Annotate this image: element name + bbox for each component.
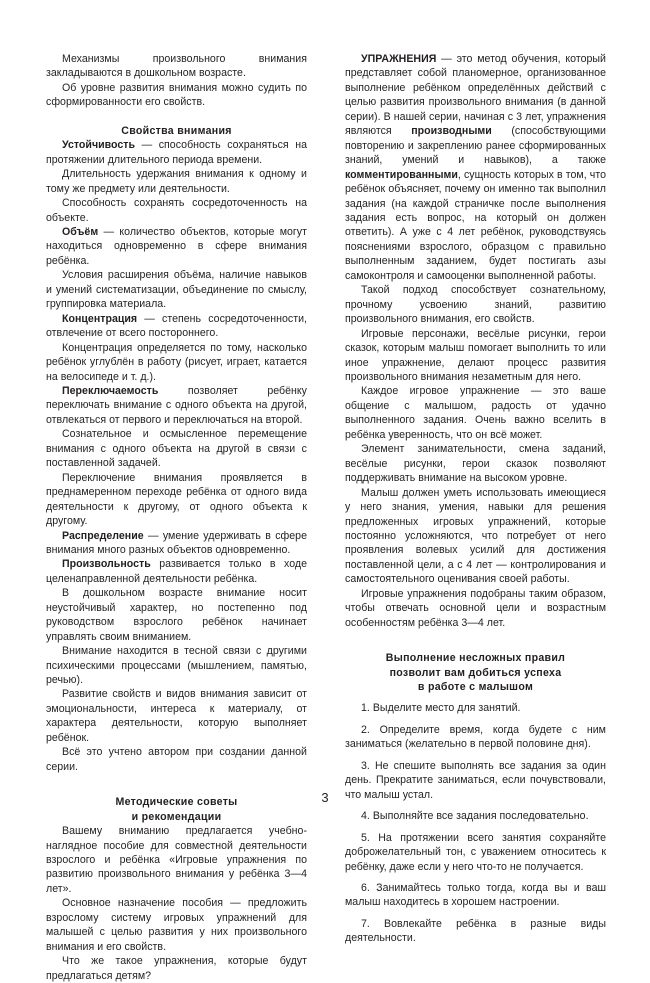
property-text: Внимание находится в тесной связи с другими психическими процессами (мышлением, памятью, речью). bbox=[46, 645, 307, 687]
paragraph: Каждое игровое упражнение — это ваше общение с малышом, радость от удачно выполненного задания. Очень важно вселить в ребёнка уверенность, что он всё может. bbox=[345, 385, 606, 441]
property-paragraph bbox=[46, 557, 307, 586]
property-text: В дошкольном возрасте внимание носит неустойчивый характер, но постепенно под руководством взрослого ребёнок начинает управлять своим вниманием. bbox=[46, 587, 307, 643]
rule-number: 1. bbox=[361, 702, 370, 715]
property-text: позволяет ребёнку переключать внимание с одного объекта на другой, отвлекаться от первого и переключаться на второй. bbox=[46, 384, 308, 426]
property-text: Условия расширения объёма, наличие навыков и умений систематизации, объединение по смыслу, группировка материала. bbox=[46, 269, 307, 311]
rule-text: Занимайтесь только тогда, когда вы и ваш малыш находитесь в хорошем настроении. bbox=[345, 882, 607, 909]
paragraph: Малыш должен уметь использовать имеющиеся у него знания, умения, навыки для решения предложенных игровых упражнений, которые постоянно усложняются, что потребует от него проявления волевых усилий для достижения поставленной цели, а с 4 лет — контролирования и самостоятельного оценивания своей работы. bbox=[345, 486, 606, 586]
property-text: Развитие свойств и видов внимания зависит от эмоциональности, интереса к материалу, от характера деятельности, которую выполняет ребёнок. bbox=[46, 688, 307, 744]
rule-number: 6. bbox=[361, 882, 370, 895]
rule-text: Определите время, когда будете с ним заниматься (желательно в первой половине дня). bbox=[345, 723, 606, 751]
paragraph: Игровые персонажи, весёлые рисунки, герои сказок, которым малыш помогает выполнить то или иное упражнение, делают процесс развития произвольного внимания незаметным для него. bbox=[345, 327, 606, 383]
rule-number: 2. bbox=[361, 723, 370, 736]
exercises-intro-paragraph bbox=[345, 52, 606, 283]
property-text: Сознательное и осмысленное перемещение внимания с одного объекта на другой в связи с поставленной задачей. bbox=[46, 428, 307, 470]
term-dash: — bbox=[143, 529, 163, 542]
page-number: 3 bbox=[321, 790, 329, 805]
property-text: способность сохраняться на протяжении длительного периода времени. bbox=[46, 139, 307, 166]
rule-number: 7. bbox=[361, 917, 370, 930]
paragraph: Вашему вниманию предлагается учебно-наглядное пособие для совместной деятельности взрослого и ребёнка «Игровые упражнения по развитию произвольного внимания у ребёнка 3—4 лет». bbox=[46, 825, 307, 895]
spacer bbox=[46, 110, 307, 124]
property-paragraph bbox=[46, 196, 307, 225]
rules-heading-line1: Выполнение несложных правил bbox=[385, 652, 566, 665]
property-text: развивается только в ходе целенаправленной деятельности ребёнка. bbox=[46, 558, 307, 585]
section-heading-advice-line2: и рекомендации bbox=[131, 810, 222, 823]
property-paragraph bbox=[46, 586, 307, 644]
property-text: Переключение внимания проявляется в преднамеренном переходе ребёнка от одного вида деятельности к другому, от одного объекта к другому. bbox=[46, 471, 307, 528]
property-paragraph bbox=[46, 427, 307, 470]
property-paragraph bbox=[46, 225, 307, 268]
paragraph: Элемент занимательности, смена заданий, весёлые рисунки, герои сказок позволяют поддерживать внимание на высоком уровне. bbox=[345, 443, 606, 485]
spacer bbox=[345, 824, 606, 831]
property-paragraph bbox=[46, 384, 307, 427]
spacer bbox=[345, 716, 606, 723]
term-label: Произвольность bbox=[62, 558, 151, 571]
term-label: Объём bbox=[62, 225, 99, 238]
rule-number: 5. bbox=[361, 831, 370, 844]
property-text: Всё это учтено автором при создании данной серии. bbox=[46, 746, 307, 773]
spacer bbox=[345, 752, 606, 759]
paragraph: Игровые упражнения подобраны таким образом, чтобы отвечать основной цели и возрастным особенностям ребёнка 3—4 лет. bbox=[345, 587, 606, 629]
term-dash: — bbox=[135, 139, 159, 152]
emphasis-proizvodnymi: производными bbox=[411, 125, 492, 138]
rule-text: Не спешите выполнять все задания за один день. Прекратите заниматься, если почувствовали, что малыш устал. bbox=[345, 759, 606, 801]
property-paragraph bbox=[46, 341, 307, 384]
emphasis-kommentirovannymi: комментированными bbox=[345, 168, 458, 181]
spacer bbox=[345, 910, 606, 917]
term-dash bbox=[151, 558, 159, 570]
property-paragraph bbox=[46, 268, 307, 311]
left-column bbox=[46, 52, 307, 983]
paragraph: Что же такое упражнения, которые будут предлагаться детям? bbox=[46, 955, 307, 982]
property-text: количество объектов, которые могут находиться одновременно в сфере внимания ребёнка. bbox=[46, 225, 307, 267]
right-column bbox=[345, 52, 606, 983]
term-dash: — bbox=[137, 312, 163, 325]
rules-heading-line3: в работе с малышом bbox=[417, 681, 534, 694]
intro-text-part3: , сущность которых в том, что ребёнок объясняет, почему он именно так выполнил задания (на каждой страничке после выполнения задания есть вопрос, на который он должен ответить). А уже с 4 лет ребёнок, руководствуясь пояснениями взрослого, образцом с правильно выполненным заданием, будет постигать азы самоконтроля и самооценки выполненной работы. bbox=[345, 168, 606, 282]
paragraph: Такой подход способствует сознательному, прочному усвоению знаний, развитию произвольного внимания, его свойств. bbox=[345, 284, 606, 326]
paragraph: Об уровне развития внимания можно судить по сформированности его свойств. bbox=[46, 81, 307, 109]
property-paragraph bbox=[46, 745, 307, 774]
property-text: Способность сохранять сосредоточенность на объекте. bbox=[46, 197, 307, 224]
exercises-lead-label: УПРАЖНЕНИЯ bbox=[361, 53, 437, 65]
section-heading-properties: Свойства внимания bbox=[121, 124, 232, 137]
property-text: Концентрация определяется по тому, насколько ребёнок углублён в работу (рисует, играет, катается на велосипеде и т. д.). bbox=[46, 341, 307, 383]
paragraph: Основное назначение пособия — предложить взрослому систему игровых упражнений для малышей с целью развития у них произвольного внимания и его свойств. bbox=[46, 897, 307, 953]
rule-item bbox=[345, 881, 606, 910]
property-text: Длительность удержания внимания к одному и тому же предмету или деятельности. bbox=[46, 168, 307, 195]
rules-heading-line2: позволит вам добиться успеха bbox=[389, 666, 562, 679]
term-label: Устойчивость bbox=[62, 139, 136, 152]
rule-text: Выполняйте все задания последовательно. bbox=[372, 810, 589, 823]
rule-item bbox=[345, 917, 606, 946]
intro-text-part2: (способствующими повторению и закреплению ранее сформированных знаний, умений и навыков), а также bbox=[345, 125, 606, 167]
two-column-body bbox=[46, 52, 606, 983]
rule-item bbox=[345, 701, 606, 715]
paragraph: Механизмы произвольного внимания закладываются в дошкольном возрасте. bbox=[46, 53, 307, 80]
rule-item bbox=[345, 723, 606, 752]
term-label: Концентрация bbox=[62, 312, 138, 325]
spacer bbox=[345, 694, 606, 701]
property-paragraph bbox=[46, 167, 307, 196]
rule-number: 3. bbox=[361, 759, 370, 772]
property-paragraph bbox=[46, 687, 307, 745]
rule-number: 4. bbox=[361, 810, 370, 823]
rule-text: На протяжении всего занятия сохраняйте доброжелательный тон, с уважением относитесь к ребёнку, даже если у него что-то не получается. bbox=[345, 831, 607, 873]
property-paragraph bbox=[46, 529, 307, 558]
intro-text-part1: это метод обучения, который представляет собой планомерное, организованное выполнение ребёнком определённых действий с целью развития произвольного внимания (в данной серии). В нашей серии, начиная с 3 лет, упражнения являются bbox=[345, 53, 606, 138]
rule-item bbox=[345, 831, 606, 874]
property-text: умение удерживать в сфере внимания много разных объектов одновременно. bbox=[46, 529, 307, 556]
property-paragraph bbox=[46, 644, 307, 687]
section-heading-advice-line1: Методические советы bbox=[115, 796, 238, 809]
term-label: Распределение bbox=[62, 529, 144, 542]
term-label: Переключаемость bbox=[62, 384, 159, 397]
lead-dash: — bbox=[436, 53, 457, 65]
spacer bbox=[345, 630, 606, 651]
property-paragraph bbox=[46, 138, 307, 167]
term-dash bbox=[158, 385, 187, 397]
term-dash: — bbox=[98, 225, 120, 238]
rule-text: Выделите место для занятий. bbox=[372, 702, 521, 715]
rule-item bbox=[345, 809, 606, 823]
spacer bbox=[345, 874, 606, 881]
rule-text: Вовлекайте ребёнка в разные виды деятельности. bbox=[345, 917, 606, 945]
property-paragraph bbox=[46, 312, 307, 341]
property-text: степень сосредоточенности, отвлечение от всего постороннего. bbox=[46, 312, 307, 340]
property-paragraph bbox=[46, 471, 307, 529]
